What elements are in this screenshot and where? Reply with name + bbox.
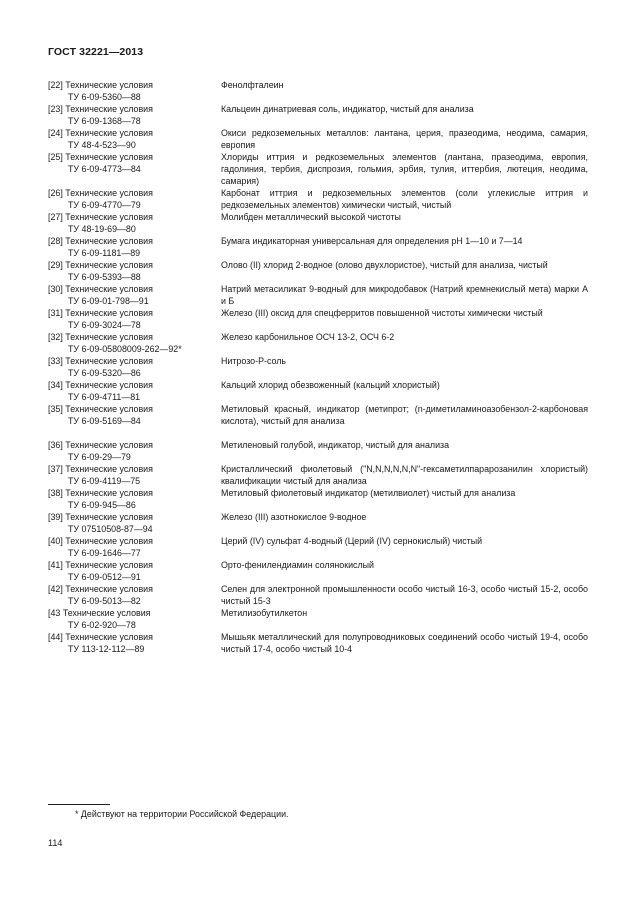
- reference-description: Кальций хлорид обезвоженный (кальций хлористый): [221, 380, 440, 390]
- reference-entry: [48, 211, 588, 235]
- reference-description: Мышьяк металлический для полупроводниковых соединений особо чистый 19-4, особо чистый 17-4, особо чистый 10-4: [221, 632, 588, 654]
- reference-number: [36]: [48, 440, 63, 450]
- reference-description: Железо (III) азотнокислое 9-водное: [221, 512, 367, 522]
- reference-number: [42]: [48, 584, 63, 594]
- reference-entry: [48, 151, 588, 187]
- reference-number: [34]: [48, 380, 63, 390]
- reference-type: Технические условия: [65, 464, 153, 474]
- reference-type: Технические условия: [65, 284, 153, 294]
- reference-code: ТУ 6-09-5393—88: [68, 272, 141, 282]
- reference-source: [48, 559, 221, 583]
- page-number: 114: [48, 838, 63, 848]
- reference-code: ТУ 6-09-5360—88: [68, 92, 141, 102]
- reference-source: [48, 127, 221, 151]
- reference-number: [24]: [48, 128, 63, 138]
- reference-number: [30]: [48, 284, 63, 294]
- reference-source: [48, 331, 221, 355]
- reference-number: [22]: [48, 80, 63, 90]
- reference-description: Церий (IV) сульфат 4-водный (Церий (IV) сернокислый) чистый: [221, 536, 483, 546]
- reference-type: Технические условия: [65, 356, 153, 366]
- reference-code: ТУ 6-02-920—78: [68, 620, 136, 630]
- reference-code: ТУ 6-09-1646—77: [68, 548, 141, 558]
- footnote-divider: [48, 804, 110, 805]
- reference-type: Технические условия: [65, 512, 153, 522]
- reference-description: Метиленовый голубой, индикатор, чистый для анализа: [221, 440, 450, 450]
- reference-code: ТУ 6-09-1181—89: [68, 248, 141, 258]
- reference-number: [28]: [48, 236, 63, 246]
- reference-source: [48, 535, 221, 559]
- reference-number: [37]: [48, 464, 63, 474]
- reference-description: Бумага индикаторная универсальная для определения pH 1—10 и 7—14: [221, 236, 523, 246]
- reference-source: [48, 151, 221, 187]
- reference-entry: [48, 235, 588, 259]
- reference-code: ТУ 6-09-1368—78: [68, 116, 141, 126]
- reference-entry: [48, 127, 588, 151]
- reference-description: Метиловый фиолетовый индикатор (метилвиолет) чистый для анализа: [221, 488, 516, 498]
- reference-source: [48, 283, 221, 307]
- reference-type: Технические условия: [65, 560, 153, 570]
- reference-source: [48, 355, 221, 379]
- reference-number: [35]: [48, 404, 63, 414]
- reference-type: Технические условия: [65, 80, 153, 90]
- reference-list: [48, 79, 588, 655]
- reference-entry: [48, 463, 588, 487]
- reference-description: Фенолфталеин: [221, 80, 284, 90]
- reference-code: ТУ 48-4-523—90: [68, 140, 136, 150]
- reference-description: Молибден металлический высокой чистоты: [221, 212, 401, 222]
- reference-description: Окиси редкоземельных металлов: лантана, церия, празеодима, неодима, самария, европия: [221, 128, 588, 150]
- reference-entry: [48, 631, 588, 655]
- reference-entry: [48, 511, 588, 535]
- reference-source: [48, 79, 221, 103]
- reference-number: [41]: [48, 560, 63, 570]
- reference-code: ТУ 07510508-87—94: [68, 524, 153, 534]
- reference-description: Олово (II) хлорид 2-водное (олово двухлористое), чистый для анализа, чистый: [221, 260, 548, 270]
- reference-number: [38]: [48, 488, 63, 498]
- document-header: ГОСТ 32221—2013: [48, 46, 144, 58]
- reference-source: [48, 439, 221, 463]
- reference-source: [48, 307, 221, 331]
- footnote: * Действуют на территории Российской Федерации.: [75, 809, 289, 819]
- reference-entry: [48, 403, 588, 427]
- reference-number: [25]: [48, 152, 63, 162]
- reference-source: [48, 403, 221, 427]
- reference-entry: [48, 487, 588, 511]
- reference-description: Нитрозо-Р-соль: [221, 356, 287, 366]
- reference-source: [48, 583, 221, 607]
- reference-description: Селен для электронной промышленности особо чистый 16-3, особо чистый 15-2, особо чистый 15-3: [221, 584, 588, 606]
- reference-source: [48, 235, 221, 259]
- reference-code: ТУ 6-09-0512—91: [68, 572, 141, 582]
- reference-code: ТУ 6-09-01-798—91: [68, 296, 149, 306]
- reference-code: ТУ 6-09-4773—84: [68, 164, 141, 174]
- reference-number: [40]: [48, 536, 63, 546]
- reference-code: ТУ 6-09-05808009-262—92*: [68, 344, 182, 354]
- reference-description: Метилизобутилкетон: [221, 608, 308, 618]
- reference-number: [23]: [48, 104, 63, 114]
- reference-type: Технические условия: [65, 308, 153, 318]
- reference-type: Технические условия: [65, 536, 153, 546]
- reference-type: Технические условия: [65, 380, 153, 390]
- reference-code: ТУ 6-09-3024—78: [68, 320, 141, 330]
- reference-entry: [48, 535, 588, 559]
- reference-description: Хлориды иттрия и редкоземельных элементов (лантана, празеодима, европия, гадолиния, тербия, диспрозия, гольмия, эрбия, тулия, иттербия, лютеция, неодима, самария): [221, 152, 588, 186]
- reference-number: [39]: [48, 512, 63, 522]
- reference-type: Технические условия: [65, 440, 153, 450]
- reference-source: [48, 211, 221, 235]
- reference-code: ТУ 6-09-4711—81: [68, 392, 141, 402]
- reference-entry: [48, 283, 588, 307]
- reference-description: Натрий метасиликат 9-водный для микродобавок (Натрий кремнекислый мета) марки А и Б: [221, 284, 588, 306]
- reference-code: ТУ 48-19-69—80: [68, 224, 136, 234]
- reference-type: Технические условия: [65, 632, 153, 642]
- reference-number: [31]: [48, 308, 63, 318]
- reference-type: Технические условия: [65, 236, 153, 246]
- reference-entry: [48, 607, 588, 631]
- reference-type: Технические условия: [65, 212, 153, 222]
- reference-entry: [48, 355, 588, 379]
- reference-source: [48, 511, 221, 535]
- reference-source: [48, 463, 221, 487]
- reference-source: [48, 607, 221, 631]
- reference-description: Карбонат иттрия и редкоземельных элементов (соли углекислые иттрия и редкоземельных элементов) химически чистый, чистый: [221, 188, 588, 210]
- reference-code: ТУ 6-09-945—86: [68, 500, 136, 510]
- reference-type: Технические условия: [65, 404, 153, 414]
- reference-code: ТУ 6-09-5013—82: [68, 596, 141, 606]
- reference-entry: [48, 259, 588, 283]
- reference-description: Метиловый красный, индикатор (метипрот; (n-диметиламиноазобензол-2-карбоновая кислота), чистый для анализа: [221, 404, 588, 426]
- reference-code: ТУ 6-09-4119—75: [68, 476, 141, 486]
- reference-description: Кристаллический фиолетовый ("N,N,N,N,N,N"-гексаметилпарарозанилин хлористый) квалификации чистый для анализа: [221, 464, 588, 486]
- reference-source: [48, 259, 221, 283]
- reference-type: Технические условия: [65, 188, 153, 198]
- reference-number: [33]: [48, 356, 63, 366]
- reference-type: Технические условия: [65, 260, 153, 270]
- reference-description: Железо карбонильное ОСЧ 13-2, ОСЧ 6-2: [221, 332, 395, 342]
- reference-number: [27]: [48, 212, 63, 222]
- reference-code: ТУ 6-09-29—79: [68, 452, 131, 462]
- reference-source: [48, 187, 221, 211]
- reference-source: [48, 631, 221, 655]
- reference-entry: [48, 439, 588, 463]
- reference-number: [26]: [48, 188, 63, 198]
- reference-source: [48, 379, 221, 403]
- reference-type: Технические условия: [65, 332, 153, 342]
- reference-entry: [48, 307, 588, 331]
- reference-entry: [48, 187, 588, 211]
- reference-code: ТУ 6-09-4770—79: [68, 200, 141, 210]
- reference-description: Кальцеин динатриевая соль, индикатор, чистый для анализа: [221, 104, 474, 114]
- reference-number: [44]: [48, 632, 63, 642]
- reference-code: ТУ 6-09-5320—86: [68, 368, 141, 378]
- reference-code: ТУ 113-12-112—89: [68, 644, 145, 654]
- reference-entry: [48, 79, 588, 103]
- reference-number: [32]: [48, 332, 63, 342]
- reference-entry: [48, 379, 588, 403]
- reference-number: [29]: [48, 260, 63, 270]
- reference-entry: [48, 103, 588, 127]
- reference-entry: [48, 331, 588, 355]
- reference-type: Технические условия: [65, 128, 153, 138]
- reference-type: Технические условия: [65, 488, 153, 498]
- reference-type: Технические условия: [65, 104, 153, 114]
- reference-type: Технические условия: [65, 152, 153, 162]
- reference-type: Технические условия: [62, 608, 151, 618]
- reference-entry: [48, 559, 588, 583]
- reference-type: Технические условия: [65, 584, 153, 594]
- reference-entry: [48, 583, 588, 607]
- reference-description: Железо (III) оксид для спецферритов повышенной чистоты химически чистый: [221, 308, 543, 318]
- reference-code: ТУ 6-09-5169—84: [68, 416, 141, 426]
- reference-source: [48, 103, 221, 127]
- reference-source: [48, 487, 221, 511]
- reference-number: [43: [48, 608, 61, 618]
- reference-description: Орто-фенилендиамин солянокислый: [221, 560, 375, 570]
